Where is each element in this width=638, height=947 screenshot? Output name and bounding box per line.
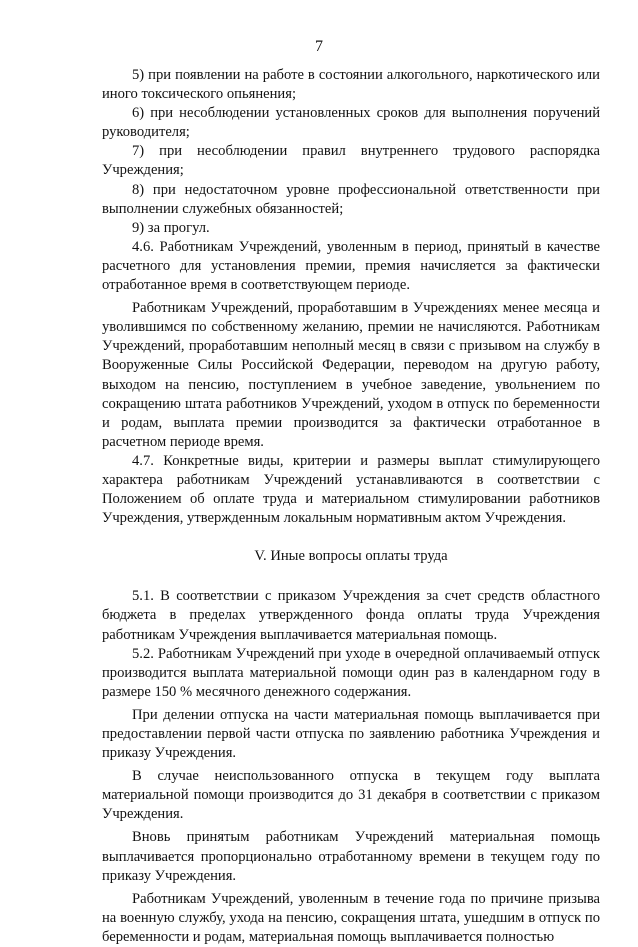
clause-4-7: 4.7. Конкретные виды, критерии и размеры выплат стимулирующего характера работникам Учреждений устанавливаются в соответствии с Положением об оплате труда и материальном стимулировании работников Учреждения, утвержденным локальным нормативным актом Учреждения.: [102, 452, 600, 527]
clause-5-2-dismissed-employees: Работникам Учреждений, уволенным в течение года по причине призыва на военную службу, ухода на пенсию, сокращения штата, ушедшим в отпуск по беременности и родам, материальная помощь выплачивается полностью: [102, 890, 600, 945]
clause-4-6-continued: Работникам Учреждений, проработавшим в Учреждениях менее месяца и уволившимся по собственному желанию, премии не начисляются. Работникам Учреждений, проработавшим неполный месяц в связи с призывом на службу в Вооруженные Силы Российской Федерации, переводом на другую работу, выходом на пенсию, поступлением в учебное заведение, увольнением по сокращению штата работников Учреждений, уходом в отпуск по беременности и родам, выплата премии производится за фактически отработанное в расчетном периоде время.: [102, 300, 600, 450]
page-number: 7: [315, 38, 323, 55]
clause-5-2-unused-leave: В случае неиспользованного отпуска в текущем году выплата материальной помощи производится до 31 декабря в соответствии с приказом Учреждения.: [102, 768, 600, 823]
clause-5-2-split-leave: При делении отпуска на части материальная помощь выплачивается при предоставлении первой части отпуска по заявлению работника Учреждения и приказу Учреждения.: [102, 706, 600, 762]
list-item-5: 5) при появлении на работе в состоянии алкогольного, наркотического или иного токсического опьянения;: [102, 67, 600, 103]
list-item-6: 6) при несоблюдении установленных сроков для выполнения поручений руководителя;: [102, 105, 600, 141]
document-body: [102, 66, 600, 947]
list-item-8: 8) при недостаточном уровне профессиональной ответственности при выполнении служебных обязанностей;: [102, 181, 600, 217]
clause-4-6: 4.6. Работникам Учреждений, уволенным в период, принятый в качестве расчетного для установления премии, премия начисляется за фактически отработанное время в соответствующем периоде.: [102, 238, 600, 294]
list-item-7: 7) при несоблюдении правил внутреннего трудового распорядка Учреждения;: [102, 143, 600, 179]
clause-5-2-new-employees: Вновь принятым работникам Учреждений материальная помощь выплачивается пропорционально отработанному времени в текущем году по приказу Учреждения.: [102, 829, 600, 884]
list-item-9: 9) за прогул.: [132, 219, 210, 236]
clause-5-2: 5.2. Работникам Учреждений при уходе в очередной оплачиваемый отпуск производится выплата материальной помощи один раз в календарном году в размере 150 % месячного денежного содержания.: [102, 645, 600, 700]
section-heading: V. Иные вопросы оплаты труда: [254, 548, 448, 565]
clause-5-1: 5.1. В соответствии с приказом Учреждения за счет средств областного бюджета в пределах утвержденного фонда оплаты труда Учреждения работникам Учреждения выплачивается материальная помощь.: [102, 588, 600, 643]
